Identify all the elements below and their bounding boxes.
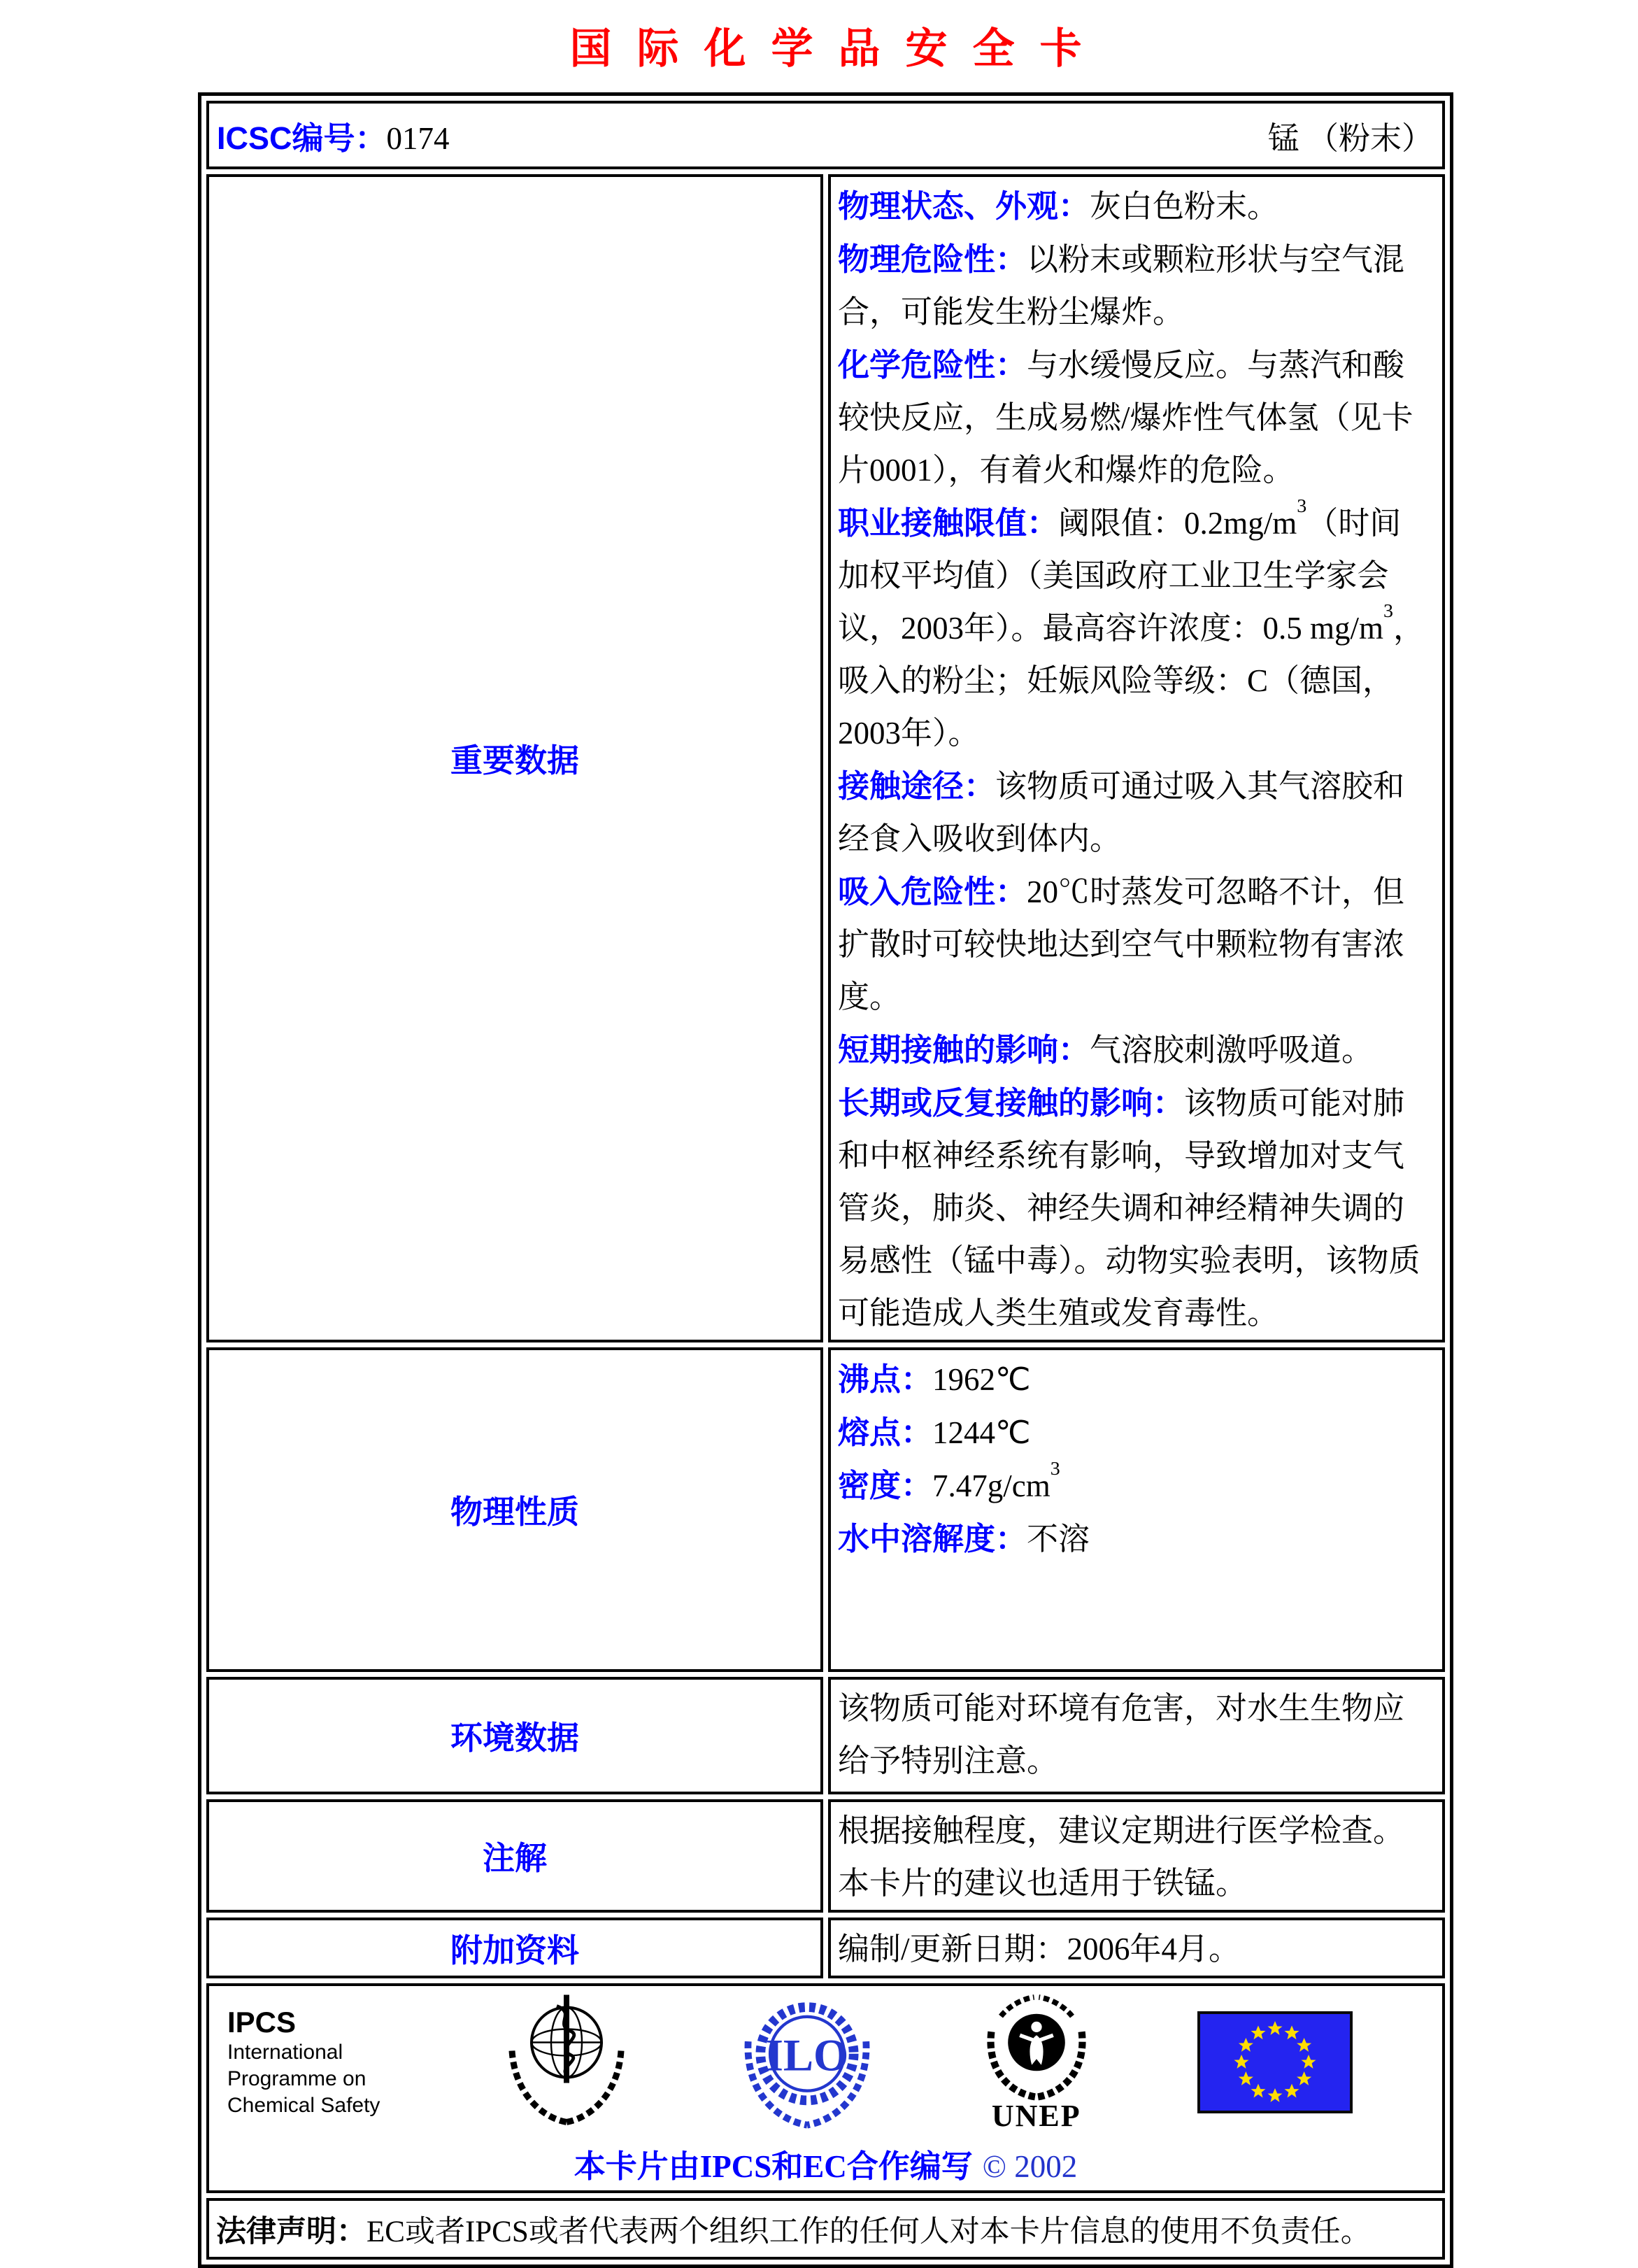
logos-row [206, 1983, 1445, 2193]
icsc-number-label: ICSC编号： [217, 120, 387, 156]
section-row-environmental-data [206, 1677, 1445, 1794]
ipcs-subtitle-line: Chemical Safety [227, 2093, 380, 2117]
credit-text: 本卡片由IPCS和EC合作编写 [574, 2149, 973, 2184]
card-header-cell [206, 101, 1445, 169]
ilo-logo-icon [739, 1990, 876, 2134]
field-value: 1962℃ [932, 1362, 1031, 1397]
legal-text: EC或者IPCS或者代表两个组织工作的任何人对本卡片信息的使用不负责任。 [366, 2215, 1371, 2248]
list-item [838, 233, 1431, 339]
credit-line [209, 2141, 1442, 2186]
copyright-text: © 2002 [982, 2149, 1078, 2184]
field-label: 长期或反复接触的影响： [838, 1085, 1185, 1121]
unep-logo-icon [977, 1992, 1096, 2104]
section-row-additional-info [206, 1918, 1445, 1978]
field-value: 根据接触程度，建议定期进行医学检查。本卡片的建议也适用于铁锰。 [838, 1813, 1405, 1901]
section-row-notes [206, 1799, 1445, 1913]
list-item [838, 1682, 1431, 1787]
field-value: （时间加权平均值）（美国政府工业卫生学家会议，2003年）。最高容许浓度：0.5 mg/m [838, 506, 1402, 646]
field-label: 化学危险性： [838, 347, 1027, 383]
field-value: 该物质可能对环境有危害，对水生生物应给予特别注意。 [838, 1691, 1405, 1778]
unep-logo-block [977, 1992, 1096, 2132]
field-label: 接触途径： [838, 768, 996, 804]
section-label-important-data: 重要数据 [206, 174, 823, 1342]
svg-text:ILO: ILO [765, 2029, 848, 2081]
section-row-physical-properties [206, 1347, 1445, 1672]
list-item [838, 339, 1431, 497]
list-item [838, 1459, 1431, 1512]
field-value: 20℃时蒸发可忽略不计，但扩散时可较快地达到空气中颗粒物有害浓度。 [838, 874, 1405, 1014]
superscript: 3 [1297, 495, 1307, 517]
unep-caption: UNEP [991, 2098, 1081, 2133]
section-content-physical-properties [828, 1347, 1445, 1672]
field-value: 1244℃ [932, 1415, 1031, 1450]
field-value: 编制/更新日期：2006年4月。 [838, 1932, 1241, 1966]
section-content-environmental-data [828, 1677, 1445, 1794]
list-item [838, 1077, 1431, 1340]
list-item [838, 1512, 1431, 1566]
card-header-row [206, 101, 1445, 169]
eu-flag-icon [1197, 2011, 1353, 2113]
list-item [838, 497, 1431, 760]
field-label: 沸点： [838, 1361, 933, 1397]
icsc-card [198, 92, 1453, 2268]
list-item [838, 180, 1431, 233]
field-value: 与水缓慢反应。与蒸汽和酸较快反应，生成易燃/爆炸性气体氢（见卡片0001），有着火和爆炸的危险。 [838, 348, 1413, 488]
legal-cell [206, 2198, 1445, 2260]
legal-row [206, 2198, 1445, 2260]
icsc-number-group [217, 113, 450, 158]
field-value: 阈限值：0.2mg/m [1058, 506, 1297, 541]
field-label: 熔点： [838, 1415, 933, 1450]
field-value: ，吸入的粉尘；妊娠风险等级：C（德国，2003年）。 [838, 611, 1425, 751]
superscript: 3 [1383, 600, 1393, 622]
field-value: 7.47g/cm [932, 1468, 1051, 1503]
superscript: 3 [1050, 1457, 1060, 1480]
logos-cell [206, 1983, 1445, 2193]
field-label: 水中溶解度： [838, 1521, 1027, 1557]
field-label: 物理危险性： [838, 241, 1027, 277]
section-content-important-data [828, 174, 1445, 1342]
section-content-notes [828, 1799, 1445, 1913]
list-item [838, 1805, 1431, 1910]
field-label: 职业接触限值： [838, 505, 1059, 541]
list-item [838, 865, 1431, 1023]
list-item [838, 1353, 1431, 1406]
ipcs-text-block [227, 2006, 395, 2119]
field-value: 以粉末或颗粒形状与空气混合，可能发生粉尘爆炸。 [838, 242, 1405, 329]
substance-name: 锰 （粉末） [1267, 120, 1433, 156]
ipcs-subtitle-line: International [227, 2040, 343, 2064]
field-label: 短期接触的影响： [838, 1032, 1090, 1068]
list-item [838, 1406, 1431, 1459]
ipcs-title: IPCS [227, 2005, 297, 2039]
field-value: 该物质可通过吸入其气溶胶和经食入吸收到体内。 [838, 769, 1405, 856]
section-row-important-data [206, 174, 1445, 1342]
section-label-environmental-data: 环境数据 [206, 1677, 823, 1794]
section-content-additional-info [828, 1918, 1445, 1978]
field-value: 不溶 [1027, 1522, 1090, 1557]
legal-label: 法律声明： [216, 2214, 366, 2248]
list-item [838, 760, 1431, 865]
list-item [838, 1023, 1431, 1077]
field-label: 密度： [838, 1468, 933, 1503]
section-label-additional-info: 附加资料 [206, 1918, 823, 1978]
section-label-notes: 注解 [206, 1799, 823, 1913]
field-label: 物理状态、外观： [838, 188, 1090, 224]
field-value: 该物质可能对肺和中枢神经系统有影响，导致增加对支气管炎，肺炎、神经失调和神经精神失调的易感性（锰中毒）。动物实验表明，该物质可能造成人类生殖或发育毒性。 [838, 1086, 1420, 1331]
field-label: 吸入危险性： [838, 874, 1027, 909]
page-title: 国际化学品安全卡 [569, 25, 1107, 72]
ipcs-subtitle-line: Programme on [227, 2067, 366, 2090]
icsc-number-value: 0174 [386, 120, 450, 156]
field-value: 气溶胶刺激呼吸道。 [1090, 1033, 1374, 1068]
who-logo-icon [497, 1990, 636, 2134]
field-value: 灰白色粉末。 [1090, 189, 1279, 224]
list-item [838, 1923, 1431, 1976]
section-label-physical-properties: 物理性质 [206, 1347, 823, 1672]
